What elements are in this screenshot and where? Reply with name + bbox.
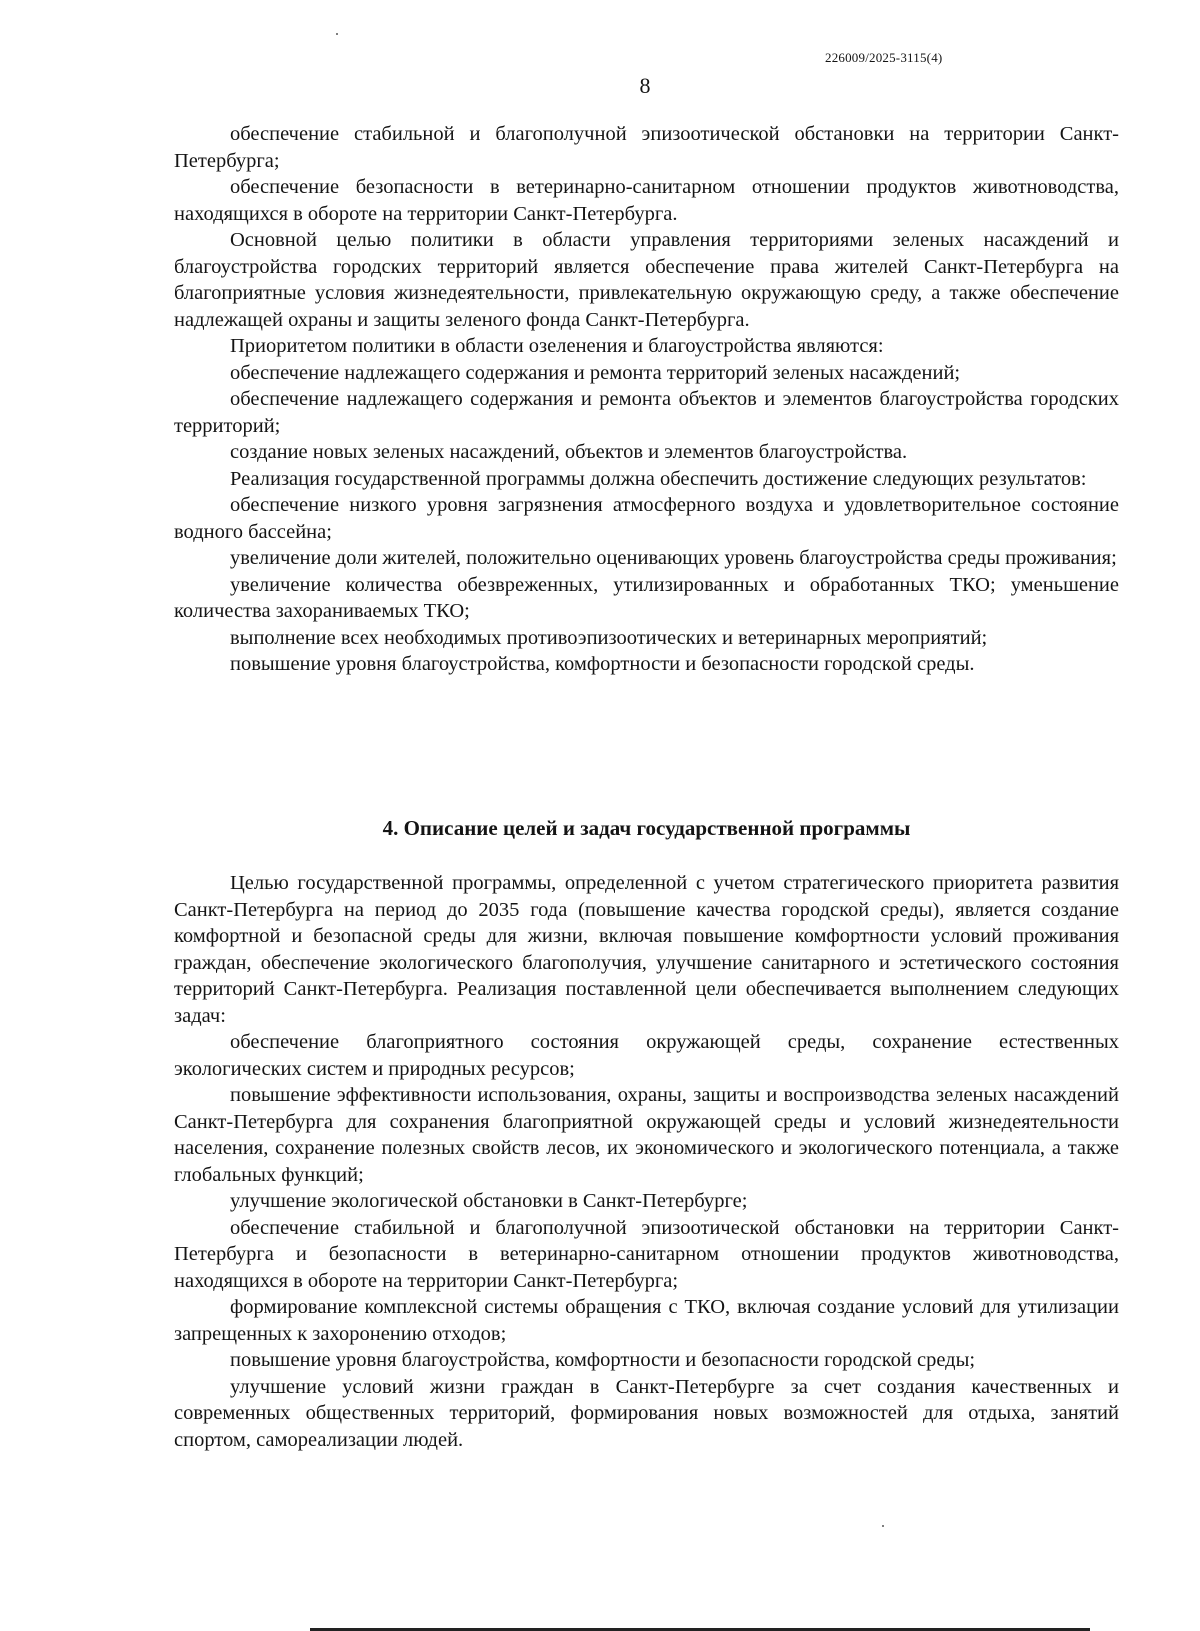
paragraph: увеличение доли жителей, положительно оценивающих уровень благоустройства среды проживания; bbox=[230, 547, 1117, 569]
paragraph: улучшение экологической обстановки в Санкт-Петербурге; bbox=[230, 1190, 748, 1212]
paragraph: формирование комплексной системы обращения с ТКО, включая создание условий для утилизации запрещенных к захоронению отходов; bbox=[174, 1296, 1119, 1345]
paragraph: обеспечение низкого уровня загрязнения атмосферного воздуха и удовлетворительное состояние водного бассейна; bbox=[174, 494, 1119, 543]
paragraph: Реализация государственной программы должна обеспечить достижение следующих результатов: bbox=[230, 467, 1087, 490]
scan-speck bbox=[882, 1525, 884, 1527]
section-heading: 4. Описание целей и задач государственной программы bbox=[382, 816, 911, 840]
paragraph: Основной целью политики в области управления территориями зеленых насаждений и благоустройства городских территорий является обеспечение права жителей Санкт-Петербурга на благоприятные условия жизнедеятельности, привлекательную окружающую среду, а также обеспечение надлежащей охраны и защиты зеленого фонда Санкт-Петербурга. bbox=[174, 229, 1119, 331]
document-number: 226009/2025-3115(4) bbox=[825, 50, 943, 65]
body-text-section-4 bbox=[174, 870, 1119, 1453]
paragraph: выполнение всех необходимых противоэпизоотических и ветеринарных мероприятий; bbox=[230, 626, 988, 649]
paragraph: обеспечение благоприятного состояния окружающей среды, сохранение естественных экологических систем и природных ресурсов; bbox=[174, 1031, 1119, 1080]
paragraph: обеспечение стабильной и благополучной эпизоотической обстановки на территории Санкт-Петербурга; bbox=[174, 123, 1119, 172]
paragraph: повышение уровня благоустройства, комфортности и безопасности городской среды; bbox=[230, 1349, 976, 1371]
paragraph: обеспечение надлежащего содержания и ремонта территорий зеленых насаждений; bbox=[230, 361, 961, 384]
paragraph: обеспечение надлежащего содержания и ремонта объектов и элементов благоустройства городских территорий; bbox=[174, 388, 1119, 437]
paragraph: Приоритетом политики в области озеленения и благоустройства являются: bbox=[230, 335, 884, 357]
paragraph: увеличение количества обезвреженных, утилизированных и обработанных ТКО; уменьшение количества захораниваемых ТКО; bbox=[174, 573, 1119, 622]
paragraph: Целью государственной программы, определенной с учетом стратегического приоритета развития Санкт-Петербурга на период до 2035 года (повышение качества городской среды), является создание комфортной и безопасной среды для жизни, включая повышение комфортности условий проживания граждан, обеспечение экологического благополучия, улучшение санитарного и эстетического состояния территорий Санкт-Петербурга. Реализация поставленной цели обеспечивается выполнением следующих задач: bbox=[174, 872, 1119, 1027]
paragraph: создание новых зеленых насаждений, объектов и элементов благоустройства. bbox=[230, 441, 908, 463]
paragraph: повышение уровня благоустройства, комфортности и безопасности городской среды. bbox=[230, 653, 975, 675]
page-number: 8 bbox=[639, 73, 651, 98]
body-text-top bbox=[174, 121, 1119, 678]
paragraph: улучшение условий жизни граждан в Санкт-Петербурге за счет создания качественных и современных общественных территорий, формирования новых возможностей для отдыха, занятий спортом, самореализации людей. bbox=[174, 1375, 1119, 1451]
paragraph: обеспечение безопасности в ветеринарно-санитарном отношении продуктов животноводства, находящихся в обороте на территории Санкт-Петербурга. bbox=[174, 176, 1119, 225]
scan-speck bbox=[336, 33, 338, 35]
paragraph: обеспечение стабильной и благополучной эпизоотической обстановки на территории Санкт-Петербурга и безопасности в ветеринарно-санитарном отношении продуктов животноводства, находящихся в обороте на территории Санкт-Петербурга; bbox=[174, 1216, 1119, 1292]
paragraph: повышение эффективности использования, охраны, защиты и воспроизводства зеленых насаждений Санкт-Петербурга для сохранения благоприятной окружающей среды и условий жизнедеятельности населения, сохранение полезных свойств лесов, их экономического и экологического потенциала, а также глобальных функций; bbox=[174, 1084, 1119, 1186]
